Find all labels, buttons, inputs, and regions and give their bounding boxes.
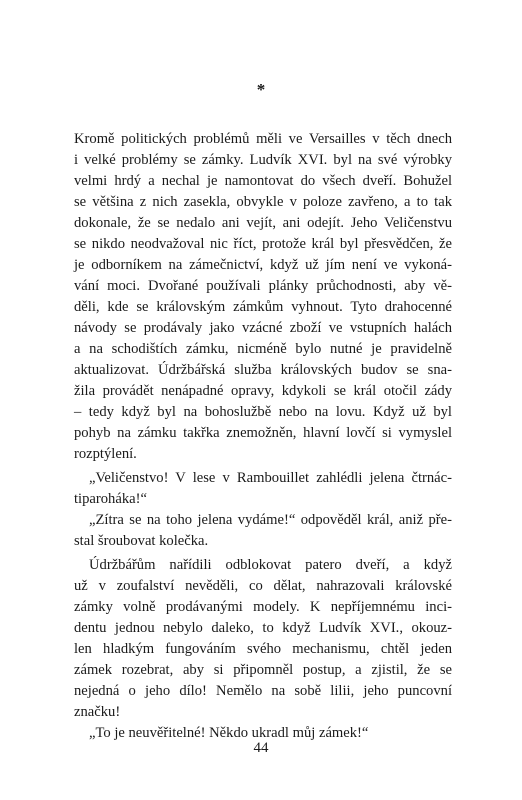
- text-line: a na schodištích zámku, nicméně bylo nutné je pravidelně: [74, 341, 452, 357]
- paragraph: [74, 555, 452, 723]
- text-line: se většina z nich zasekla, obvykle v poloze zavřeno, a to tak: [74, 194, 452, 210]
- text-line: i velké problémy se zámky. Ludvík XVI. byl na své výrobky: [74, 152, 452, 168]
- text-line: „Zítra se na toho jelena vydáme!“ odpověděl král, aniž pře-: [89, 512, 452, 528]
- text-line: – tedy když byl na bohoslužbě nebo na lovu. Když už byl: [74, 404, 452, 420]
- text-line: velmi hrdý a nechal je namontovat do všech dveří. Bohužel: [74, 173, 452, 189]
- paragraph: [74, 468, 452, 510]
- paragraph: [74, 510, 452, 552]
- text-line: se nikdo neodvažoval nic říct, protože král byl přesvědčen, že: [74, 236, 452, 252]
- text-line: značku!: [74, 704, 121, 720]
- text-line: děli, kde se královským zámkům vyhnout. Tyto drahocenné: [74, 299, 452, 315]
- text-line: stal šroubovat kolečka.: [74, 533, 209, 549]
- text-line: rozptýlení.: [74, 446, 137, 462]
- paragraph: [74, 129, 452, 465]
- text-line: „Veličenstvo! V lese v Rambouillet zahlédli jelena čtrnác-: [89, 470, 452, 486]
- text-line: tiparoháka!“: [74, 491, 147, 507]
- text-line: žila provádět nenápadné opravy, kdykoli se král otočil zády: [74, 383, 452, 399]
- page-number: 44: [253, 740, 269, 756]
- text-line: návody se prodávaly jako vzácné zboží ve vstupních halách: [74, 320, 452, 336]
- text-line: „To je neuvěřitelné! Někdo ukradl můj zámek!“: [89, 725, 369, 741]
- text-line: len hladkým fungováním svého mechanismu, chtěl jeden: [74, 641, 452, 657]
- text-line: je odborníkem na zámečnictví, když už jím není ve vykoná-: [74, 257, 452, 273]
- text-line: vání moci. Dvořané používali plánky průchodnosti, aby vě-: [74, 278, 452, 294]
- text-line: už v zoufalství nevěděli, co dělat, nahrazovali královské: [74, 578, 452, 594]
- text-line: Kromě politických problémů měli ve Versailles v těch dnech: [74, 131, 452, 147]
- text-line: dentu jednou nebylo daleko, to když Ludvík XVI., okouz-: [74, 620, 452, 636]
- text-line: aktualizovat. Údržbářská služba královských budov se sna-: [74, 362, 452, 378]
- text-line: nejedná o jeho dílo! Nemělo na sobě lilii, jeho puncovní: [74, 683, 452, 699]
- text-line: zámky volně prodávanými modely. K nepříjemnému inci-: [74, 599, 452, 615]
- text-line: dokonale, že se nedalo ani vejít, ani odejít. Jeho Veličenstvu: [74, 215, 452, 231]
- text-line: zámek rozebrat, aby si připomněl postup, a zjistil, že se: [74, 662, 452, 678]
- body-text: [74, 129, 452, 744]
- text-line: pohyb na zámku takřka znemožněn, hlavní lovčí si vymyslel: [74, 425, 452, 441]
- text-line: Údržbářům nařídili odblokovat patero dveří, a když: [89, 557, 452, 573]
- section-separator: *: [256, 80, 266, 99]
